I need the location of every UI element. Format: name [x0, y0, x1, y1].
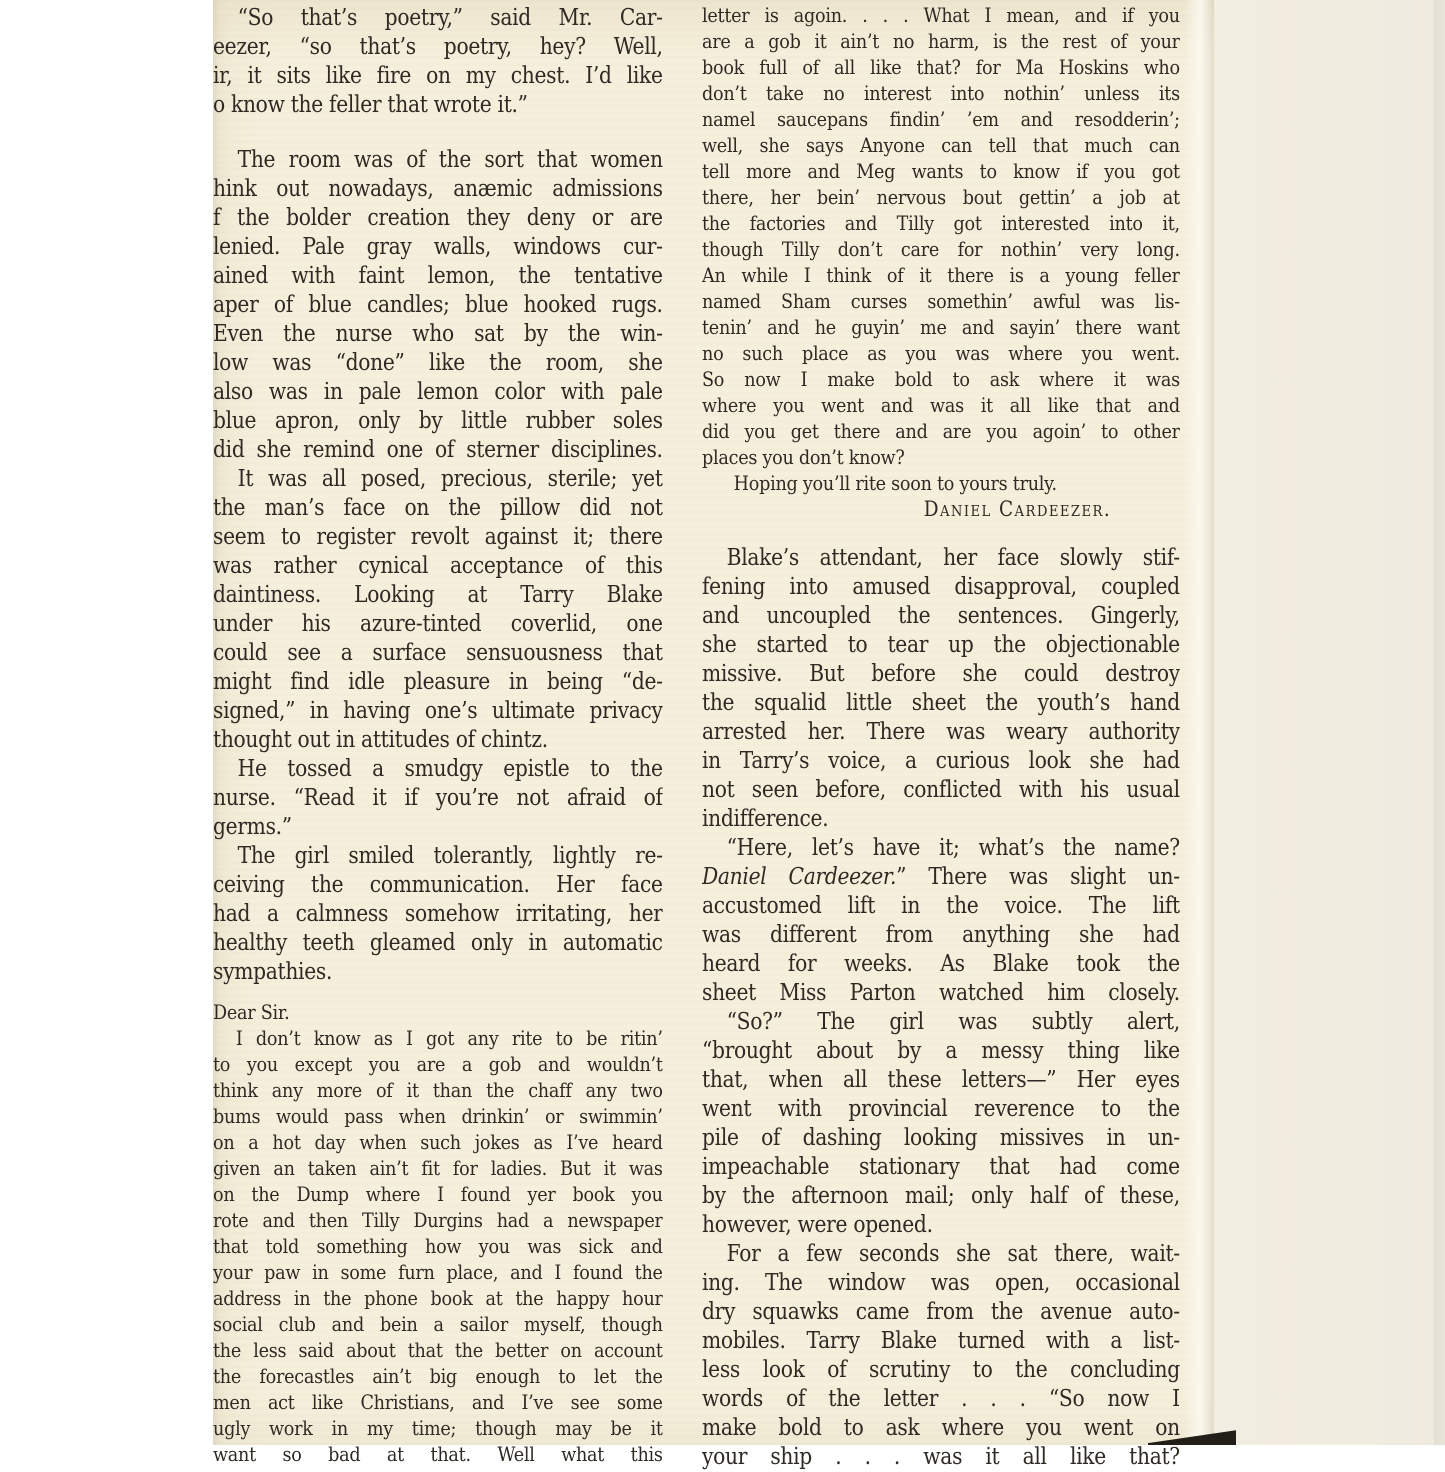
text-line: low was “done” like the room, she — [213, 350, 663, 376]
text-line: did you get there and are you agoin’ to other — [702, 419, 1180, 443]
text-line: men act like Christians, and I’ve see some — [213, 1390, 663, 1414]
text-line: your ship . . . was it all like that? — [702, 1444, 1180, 1470]
text-line: impeachable stationary that had come — [702, 1154, 1180, 1180]
text-line: thought out in attitudes of chintz. — [213, 727, 548, 753]
text-line: o know the feller that wrote it.” — [213, 92, 528, 118]
text-line: might find idle pleasure in being “de- — [213, 669, 663, 695]
narrative-paragraph-block — [213, 4, 663, 120]
italic-text: Daniel Cardeezer. — [702, 864, 897, 890]
text-line: however, were opened. — [702, 1212, 933, 1238]
text-line: named Sham curses somethin’ awful was lis- — [702, 289, 1180, 313]
text-line: arrested her. There was weary authority — [702, 719, 1180, 745]
text-line: missive. But before she could destroy — [702, 661, 1180, 687]
text-line: nurse. “Read it if you’re not afraid of — [213, 785, 663, 811]
text-line: where you went and was it all like that and — [702, 393, 1180, 417]
text-line: ir, it sits like fire on my chest. I’d like — [213, 63, 663, 89]
text-line: tenin’ and he guyin’ me and sayin’ there want — [702, 315, 1180, 339]
text-line: that told something how you was sick and — [213, 1234, 663, 1258]
text-line: hink out nowadays, anæmic admissions — [213, 176, 663, 202]
text-line: that, when all these letters—” Her eyes — [702, 1067, 1180, 1093]
narrative-paragraph-block — [213, 146, 663, 465]
text-line: daintiness. Looking at Tarry Blake — [213, 582, 663, 608]
text-line: accustomed lift in the voice. The lift — [702, 893, 1180, 919]
text-line: and uncoupled the sentences. Gingerly, — [702, 603, 1180, 629]
text-line: The room was of the sort that women — [237, 147, 663, 173]
text-line: had a calmness somehow irritating, her — [213, 901, 663, 927]
text-line: could see a surface sensuousness that — [213, 640, 663, 666]
text-line: fening into amused disapproval, coupled — [702, 574, 1180, 600]
text-line: the man’s face on the pillow did not — [213, 495, 663, 521]
text-line: on a hot day when such jokes as I’ve heard — [213, 1130, 663, 1154]
narrative-paragraph-block — [702, 834, 1180, 1008]
text-line: there, her bein’ nervous bout gettin’ a job at — [702, 185, 1180, 209]
text-line: namel saucepans findin’ ’em and resodderin’; — [702, 107, 1180, 131]
text-line: went with provincial reverence to the — [702, 1096, 1180, 1122]
text-line: not seen before, conflicted with his usual — [702, 777, 1180, 803]
letter-paragraph-block — [702, 2, 1180, 522]
text-line: I don’t know as I got any rite to be ritin’ — [235, 1026, 663, 1050]
text-line: eezer, “so that’s poetry, hey? Well, — [213, 34, 663, 60]
text-line: letter is agoin. . . . What I mean, and if you — [702, 3, 1180, 27]
text-line: don’t take no interest into nothin’ unless its — [702, 81, 1180, 105]
left-text-column — [213, 0, 663, 1467]
text-line: your paw in some furn place, and I found the — [213, 1260, 663, 1284]
text-line: “So that’s poetry,” said Mr. Car- — [237, 5, 663, 31]
text-line: was rather cynical acceptance of this — [213, 553, 663, 579]
text-line: “Here, let’s have it; what’s the name? — [726, 835, 1180, 861]
text-line: the squalid little sheet the youth’s hand — [702, 690, 1180, 716]
text-line: pile of dashing looking missives in un- — [702, 1125, 1180, 1151]
text-line: the less said about that the better on account — [213, 1338, 663, 1362]
text-line: address in the phone book at the happy hour — [213, 1286, 663, 1310]
narrative-paragraph-block — [702, 544, 1180, 834]
text-line: well, she says Anyone can tell that much can — [702, 133, 1180, 157]
text-line: make bold to ask where you went on — [702, 1415, 1180, 1441]
narrative-paragraph-block — [213, 465, 663, 755]
text-line: Even the nurse who sat by the win- — [213, 321, 663, 347]
text-line: under his azure-tinted coverlid, one — [213, 611, 663, 637]
right-text-column — [702, 0, 1180, 1472]
text-line: though Tilly don’t care for nothin’ very long. — [702, 237, 1180, 261]
text-line: blue apron, only by little rubber soles — [213, 408, 663, 434]
text-line: heard for weeks. As Blake took the — [702, 951, 1180, 977]
text-line: So now I make bold to ask where it was — [702, 367, 1180, 391]
text-line: ceiving the communication. Her face — [213, 872, 663, 898]
page-edge — [1184, 0, 1214, 1445]
text-line: on the Dump where I found yer book you — [213, 1182, 663, 1206]
text-line: bums would pass when drinkin’ or swimmin’ — [213, 1104, 663, 1128]
text-line: in Tarry’s voice, a curious look she had — [702, 748, 1180, 774]
text-segment: ” There was slight un- — [896, 864, 1180, 890]
text-line: seem to register revolt against it; there — [213, 524, 663, 550]
text-line: ing. The window was open, occasional — [702, 1270, 1180, 1296]
text-line: think any more of it than the chaff any two — [213, 1078, 663, 1102]
text-line — [702, 863, 1180, 892]
text-line: the forecastles ain’t big enough to let the — [213, 1364, 663, 1388]
text-line: Dear Sir. — [213, 1000, 290, 1024]
text-line: indifference. — [702, 806, 829, 832]
text-line: “brought about by a messy thing like — [702, 1038, 1180, 1064]
text-line: was different from anything she had — [702, 922, 1180, 948]
text-line: places you don’t know? — [702, 445, 905, 469]
text-line: ained with faint lemon, the tentative — [213, 263, 663, 289]
text-line: did she remind one of sterner disciplines. — [213, 437, 663, 463]
text-line: rote and then Tilly Durgins had a newspaper — [213, 1208, 663, 1232]
text-line: are a gob it ain’t no harm, is the rest of your — [702, 29, 1180, 53]
text-line: Hoping you’ll rite soon to yours truly. — [733, 471, 1057, 495]
text-line: also was in pale lemon color with pale — [213, 379, 663, 405]
text-line: sheet Miss Parton watched him closely. — [702, 980, 1180, 1006]
text-line: want so bad at that. Well what this — [213, 1442, 663, 1466]
adjacent-page — [1214, 0, 1445, 1445]
narrative-paragraph-block — [213, 842, 663, 987]
text-line: sympathies. — [213, 959, 333, 985]
text-line: The girl smiled tolerantly, lightly re- — [237, 843, 663, 869]
text-line: It was all posed, precious, sterile; yet — [237, 466, 663, 492]
letter-paragraph-block — [213, 999, 663, 1467]
text-line: dry squawks came from the avenue auto- — [702, 1299, 1180, 1325]
text-line: book full of all like that? for Ma Hoskins who — [702, 55, 1180, 79]
text-line: ugly work in my time; though may be it — [213, 1416, 663, 1440]
text-line: mobiles. Tarry Blake turned with a list- — [702, 1328, 1180, 1354]
signature-line: Daniel Cardeezer. — [923, 497, 1112, 521]
text-line: social club and bein a sailor myself, though — [213, 1312, 663, 1336]
text-line: aper of blue candles; blue hooked rugs. — [213, 292, 663, 318]
text-line: tell more and Meg wants to know if you got — [702, 159, 1180, 183]
narrative-paragraph-block — [213, 755, 663, 842]
text-line: healthy teeth gleamed only in automatic — [213, 930, 663, 956]
text-line: less look of scrutiny to the concluding — [702, 1357, 1180, 1383]
text-line: to you except you are a gob and wouldn’t — [213, 1052, 663, 1076]
text-line: For a few seconds she sat there, wait- — [726, 1241, 1180, 1267]
text-line: by the afternoon mail; only half of these, — [702, 1183, 1180, 1209]
narrative-paragraph-block — [702, 1240, 1180, 1472]
scan-right-edge — [1434, 0, 1445, 1445]
text-line: words of the letter . . . “So now I — [702, 1386, 1180, 1412]
text-line: He tossed a smudgy epistle to the — [237, 756, 663, 782]
text-line: she started to tear up the objectionable — [702, 632, 1180, 658]
text-line: An while I think of it there is a young feller — [702, 263, 1180, 287]
text-line: “So?” The girl was subtly alert, — [726, 1009, 1180, 1035]
text-line: f the bolder creation they deny or are — [213, 205, 663, 231]
text-line: signed,” in having one’s ultimate privacy — [213, 698, 663, 724]
text-line: Blake’s attendant, her face slowly stif- — [726, 545, 1180, 571]
narrative-paragraph-block — [702, 1008, 1180, 1240]
text-line: no such place as you was where you went. — [702, 341, 1180, 365]
text-line: the factories and Tilly got interested into it, — [702, 211, 1180, 235]
text-line: germs.” — [213, 814, 292, 840]
text-line: given an taken ain’t fit for ladies. But it was — [213, 1156, 663, 1180]
text-line: lenied. Pale gray walls, windows cur- — [213, 234, 663, 260]
